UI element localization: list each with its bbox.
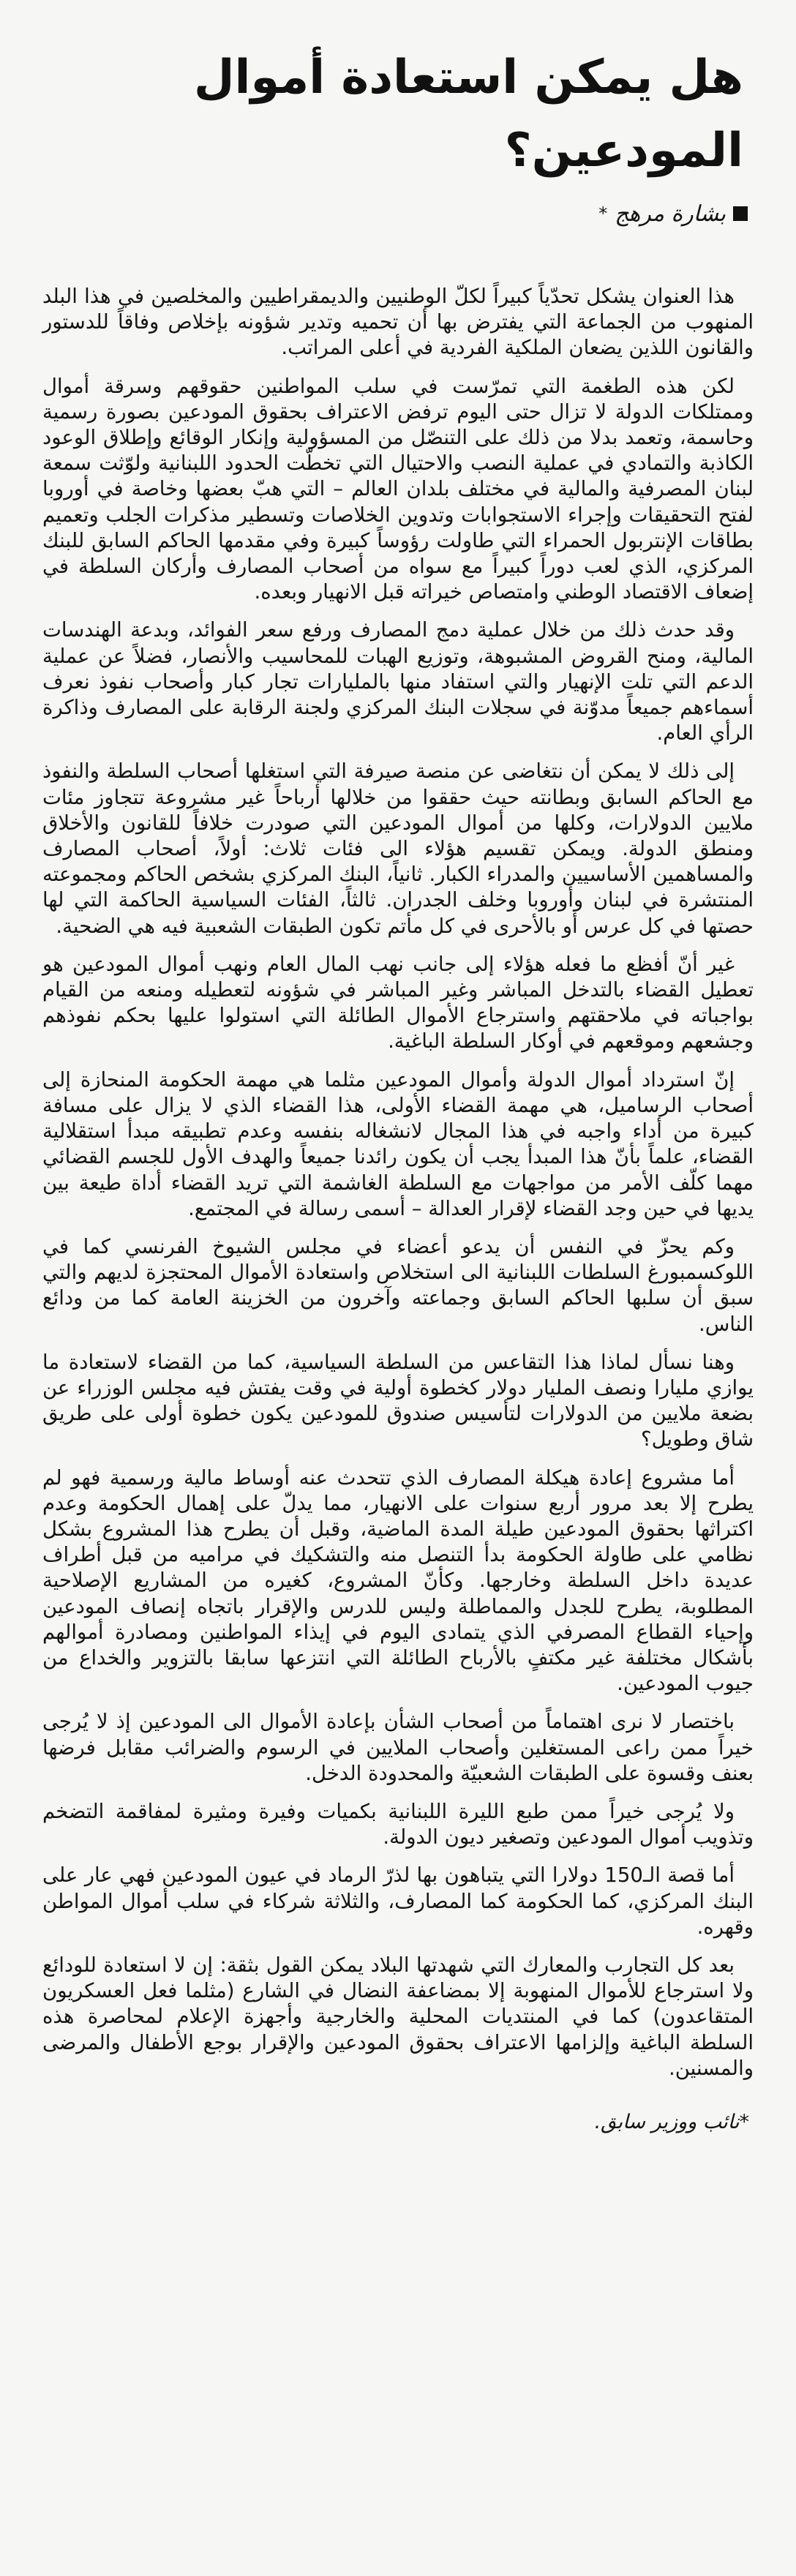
paragraph: أما قصة الـ150 دولارا التي يتباهون بها لذرّ الرماد في عيون المودعين فهي عار على البنك المركزي، كما الحكومة كما المصارف، والثلاثة شركاء في سلب أموال المواطن وقهره. [42, 1863, 754, 1939]
paragraph: وكم يحزّ في النفس أن يدعو أعضاء في مجلس الشيوخ الفرنسي كما في اللوكسمبورغ السلطات اللبنانية الى استخلاص واستعادة الأموال المحتجزة لديهم والتي سبق أن سلبها الحاكم السابق وجماعته وآخرون من الخزينة العامة كما من ودائع الناس. [42, 1234, 754, 1336]
article-body [42, 284, 754, 2081]
paragraph: باختصار لا نرى اهتماماً من أصحاب الشأن بإعادة الأموال الى المودعين إذ لا يُرجى خيراً ممن راعى المستغلين وأصحاب الملايين في الرسوم والضرائب مقابل فرضها بعنف وقسوة على الطبقات الشعبيّة والمحدودة الدخل. [42, 1710, 754, 1785]
author-footnote-marker: * [598, 203, 608, 224]
article-title: هل يمكن استعادة أموال المودعين؟ [193, 50, 743, 178]
paragraph: إلى ذلك لا يمكن أن نتغاضى عن منصة صيرفة التي استغلها أصحاب السلطة والنفوذ مع الحاكم السابق وبطانته حيث حققوا من خلالها أرباحاً غير مشروعة تتجاوز مئات ملايين الدولارات، وكلها من أموال المودعين التي صودرت خلافاً للقانون والأخلاق ومنطق الدولة. ويمكن تقسيم هؤلاء الى فئات ثلاث: أولاً، أصحاب المصارف والمساهمين الأساسيين والمدراء الكبار. ثانياً، البنك المركزي بشخص الحاكم ومجموعته المنتشرة في لبنان وأوروبا وخلف الجدران. ثالثاً، الفئات السياسية الحاكمة التي لها حصتها في كل عرس أو بالأحرى في كل مأتم تكون الطبقات الشعبية فيه هي الضحية. [42, 759, 754, 938]
paragraph: أما مشروع إعادة هيكلة المصارف الذي تتحدث عنه أوساط مالية ورسمية فهو لم يطرح إلا بعد مرور أربع سنوات على الانهيار، مما يدلّ على إهمال الحكومة وعدم اكتراثها بحقوق المودعين طيلة المدة الماضية، وقبل أن يطرح هذا المشروع بشكل نظامي على طاولة الحكومة بدأ التنصل منه والتشكيك في مراميه من قبل أطراف عديدة داخل السلطة وخارجها. وكأنّ المشروع، كغيره من المشاريع الإصلاحية المطلوبة، يطرح للجدل والمماطلة وليس للدرس والإقرار باتجاه إنصاف المودعين وإحياء القطاع المصرفي الذي يتمادى اليوم في إيذاء المواطنين ومصادرة أموالهم بأشكال مختلفة غير مكتفٍ بالأرباح الطائلة التي انتزعها سابقا بالتزوير والخداع من جيوب المودعين. [42, 1465, 754, 1696]
paragraph: غير أنّ أفظع ما فعله هؤلاء إلى جانب نهب المال العام ونهب أموال المودعين هو تعطيل القضاء بالتدخل المباشر وغير المباشر في شؤونه لتعطيله ومنعه من القيام بواجباته في ملاحقتهم واسترجاع الأموال الطائلة التي استولوا عليها بحكم نفوذهم وجشعهم وموقعهم في أوكار السلطة الباغية. [42, 952, 754, 1054]
paragraph: إنّ استرداد أموال الدولة وأموال المودعين مثلما هي مهمة الحكومة المنحازة إلى أصحاب الرساميل، هي مهمة القضاء الأولى، هذا القضاء الذي لا يزال على مسافة كبيرة من أداء واجبه في هذا المجال لانشغاله بنفسه وعدم تطبيقه مبدأ استقلالية القضاء، علماً بأنّ هذا المبدأ يجب أن يكون رائدنا جميعاً والهدف الأول للجسم القضائي مهما كلّف الأمر من مواجهات مع السلطة الغاشمة التي تريد القضاء أداة طيعة بين يديها في حين وجد القضاء لإقرار العدالة – أسمى رسالة في المجتمع. [42, 1067, 754, 1220]
author-name: بشارة مرهج [615, 200, 726, 227]
paragraph: هذا العنوان يشكل تحدّياً كبيراً لكلّ الوطنيين والديمقراطيين والمخلصين في هذا البلد المنهوب من الجماعة التي يفترض بها أن تحميه وتدير شؤونه بإخلاص وفاقاً للدستور والقانون اللذين يضعان الملكية الفردية في أعلى المراتب. [42, 285, 754, 360]
paragraph: وقد حدث ذلك من خلال عملية دمج المصارف ورفع سعر الفوائد، وبدعة الهندسات المالية، ومنح القروض المشبوهة، وتوزيع الهبات للمحاسيب والأنصار، فضلاً عن عملية الدعم التي تلت الإنهيار والتي استفاد منها بالمليارات تجار كبار وأصحاب نفوذ نعرف أسماءهم جميعاً مدوّنة في سجلات البنك المركزي ولجنة الرقابة على المصارف وذاكرة الرأي العام. [42, 618, 754, 746]
byline [42, 198, 748, 230]
paragraph: بعد كل التجارب والمعارك التي شهدتها البلاد يمكن القول بثقة: إن لا استعادة للودائع ولا استرجاع للأموال المنهوبة إلا بمضاعفة النضال في الشارع (مثلما فعل العسكريون المتقاعدون) كما في المنتديات المحلية والخارجية وأجهزة الإعلام لمحاصرة هذه السلطة الباغية وإلزامها الاعتراف بحقوق المودعين والإقرار بوجع الأطفال والمرضى والمسنين. [42, 1953, 754, 2080]
paragraph: وهنا نسأل لماذا هذا التقاعس من السلطة السياسية، كما من القضاء لاستعادة ما يوازي مليارا ونصف المليار دولار كخطوة أولية في وقت يفتش فيه مجلس الوزراء عن بضعة ملايين من الدولارات لتأسيس صندوق للمودعين يكون خطوة أولى على طريق شاق وطويل؟ [42, 1350, 754, 1452]
paragraph: لكن هذه الطغمة التي تمرّست في سلب المواطنين حقوقهم وسرقة أموال وممتلكات الدولة لا تزال حتى اليوم ترفض الاعتراف بحقوق المودعين بصورة رسمية وحاسمة، وتعمد بدلا من ذلك على التنصّل من المسؤولية وإنكار الوقائع وإطلاق الوعود الكاذبة والتمادي في عملية النصب والاحتيال التي تخطّت الحدود اللبنانية ولوّثت سمعة لبنان المصرفية والمالية في مختلف بلدان العالم – التي هبّ بعضها وخاصة في أوروبا لفتح التحقيقات وإجراء الاستجوابات وتدوين الخلاصات وتسطير مذكرات الجلب وتعميم بطاقات الإنتربول الحمراء التي طاولت رؤوساً كبيرة وفي مقدمها الحاكم السابق للبنك المركزي، الذي لعب دوراً كبيراً مع سواه من أصحاب المصارف وأركان السلطة في إضعاف الاقتصاد الوطني وامتصاص خيراته قبل الانهيار وبعده. [42, 374, 754, 604]
black-square-icon [733, 206, 748, 221]
paragraph: ولا يُرجى خيراً ممن طبع الليرة اللبنانية بكميات وفيرة ومثيرة لمفاقمة التضخم وتذويب أموال المودعين وتصغير ديون الدولة. [42, 1799, 754, 1850]
author-footnote: *نائب ووزير سابق. [594, 2111, 749, 2133]
